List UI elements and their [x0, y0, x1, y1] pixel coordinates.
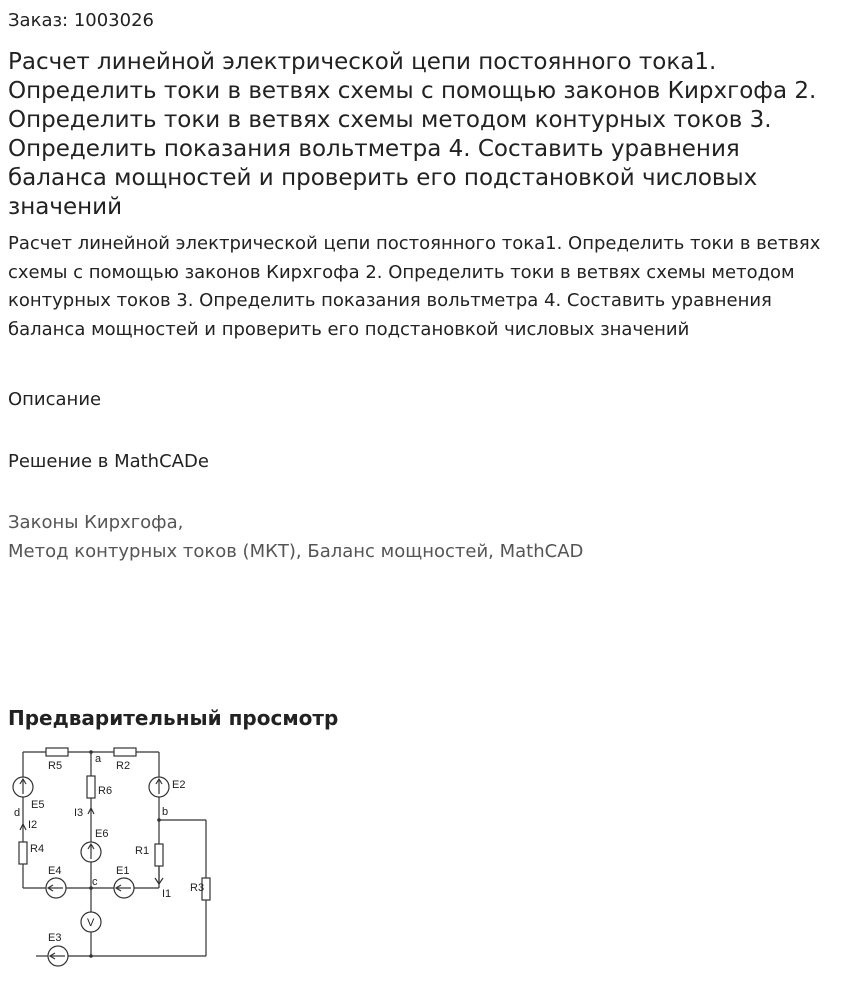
tag-separator: ,: [488, 541, 500, 562]
label-i1: I1: [162, 888, 172, 900]
solution-text: Решение в MathCADe: [8, 451, 209, 472]
label-r6: R6: [98, 785, 113, 797]
label-e6: E6: [95, 828, 109, 840]
label-r3: R3: [190, 882, 205, 894]
label-e2: E2: [172, 779, 186, 791]
tag-link[interactable]: Метод контурных токов (МКТ): [8, 541, 296, 562]
tag-link[interactable]: MathCAD: [499, 541, 584, 562]
label-node-b: b: [162, 806, 169, 818]
label-e3: E3: [48, 932, 62, 944]
label-node-d: d: [14, 807, 21, 819]
label-r1: R1: [135, 845, 150, 857]
label-r4: R4: [30, 843, 45, 855]
description-text: Расчет линейной электрической цепи постоянного тока1. Определить токи в ветвях схемы с помощью законов Кирхгофа 2. Определить токи в ветвях схемы методом контурных токов 3. Определить показания вольтметра 4. Составить уравнения баланса мощностей и проверить его подстановкой числовых значений: [8, 233, 821, 340]
label-e1: E1: [116, 865, 130, 877]
circuit-diagram: [8, 742, 220, 974]
tag-link[interactable]: Законы Кирхгофа: [8, 512, 178, 533]
tag-link[interactable]: Баланс мощностей: [307, 541, 489, 562]
tags-list: [8, 508, 583, 566]
label-r2: R2: [116, 760, 131, 772]
label-e5: E5: [31, 799, 45, 811]
label-node-a: a: [95, 753, 102, 765]
order-number: Заказ: 1003026: [8, 10, 154, 31]
tag-separator: ,: [177, 512, 184, 533]
preview-heading: Предварительный просмотр: [8, 706, 339, 730]
label-e4: E4: [48, 865, 62, 877]
page-title: Расчет линейной электрической цепи постоянного тока1. Определить токи в ветвях схемы с помощью законов Кирхгофа 2. Определить токи в ветвях схемы методом контурных токов 3. Определить показания вольтметра 4. Составить уравнения баланса мощностей и проверить его подстановкой числовых значений: [8, 49, 817, 220]
label-node-c: c: [92, 876, 98, 888]
tag-separator: ,: [295, 541, 308, 562]
label-r5: R5: [48, 760, 63, 772]
label-i3: I3: [74, 807, 84, 819]
circuit-preview-image: [8, 742, 220, 974]
voltmeter-label: V: [87, 917, 95, 929]
description-label: Описание: [8, 389, 102, 410]
label-i2: I2: [28, 819, 38, 831]
